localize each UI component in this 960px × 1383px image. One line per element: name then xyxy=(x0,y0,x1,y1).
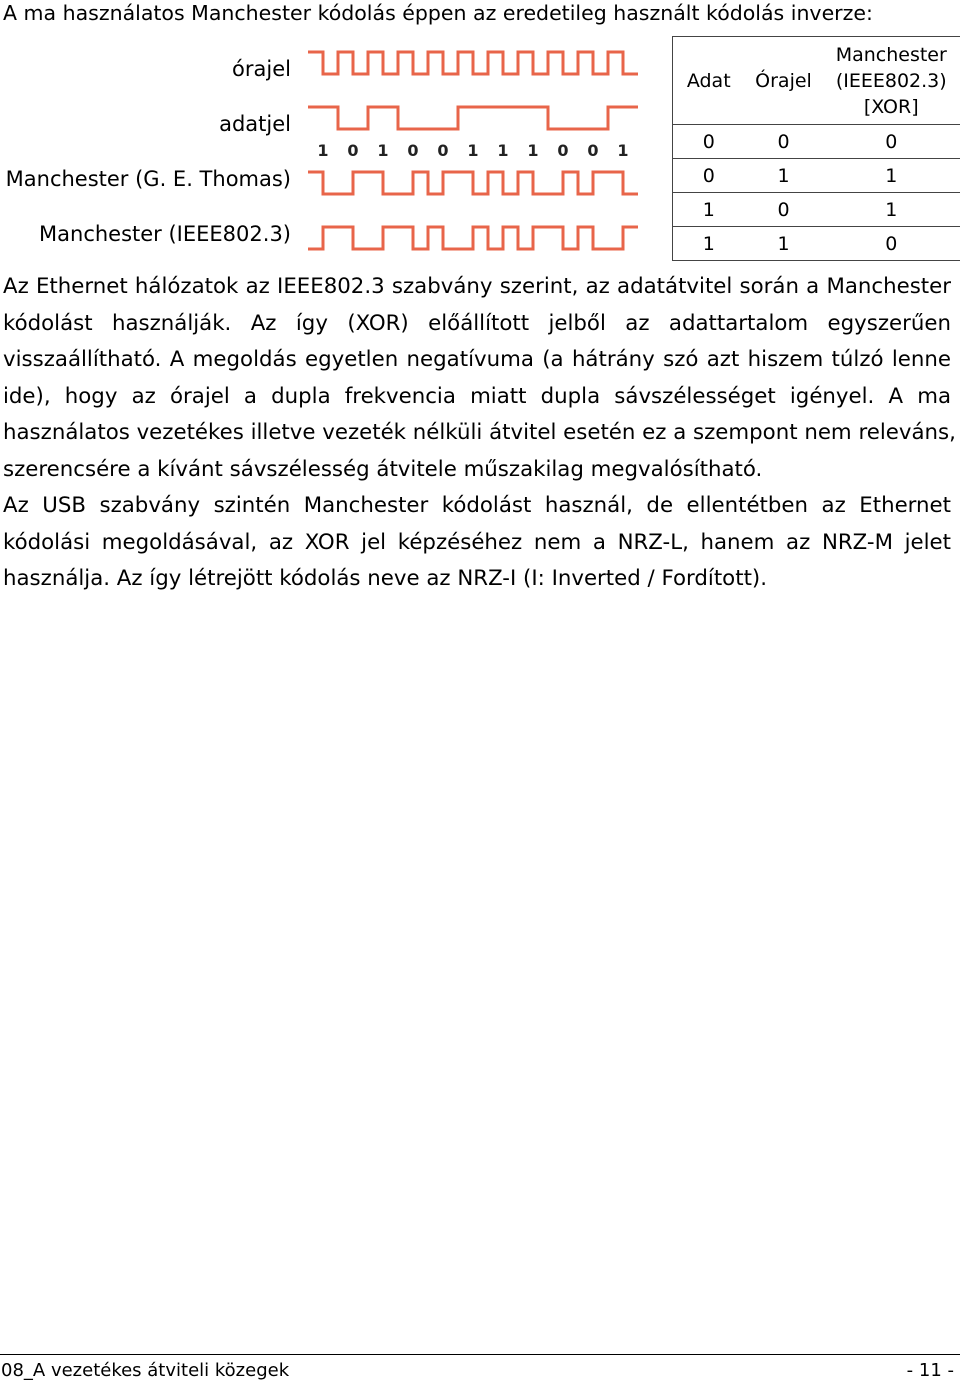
bit-label: 1 xyxy=(497,141,509,160)
footer-chapter: 08_A vezetékes átviteli közegek xyxy=(1,1360,290,1381)
cell: 1 xyxy=(823,159,960,193)
bit-label: 0 xyxy=(557,141,569,160)
text-line: visszaállítható. A megoldás egyetlen negatívuma (a hátrány szó azt hiszem túlzó lenne xyxy=(3,347,951,373)
bit-label: 1 xyxy=(617,141,629,160)
cell: 1 xyxy=(823,193,960,227)
bit-label: 0 xyxy=(347,141,359,160)
cell: 0 xyxy=(673,159,745,193)
text-line: kódolást használják. Az így (XOR) előállított jelből az adattartalom egyszerűen xyxy=(3,310,951,336)
label-manchester-thomas: Manchester (G. E. Thomas) xyxy=(5,167,291,191)
text-line: használatos vezetékes illetve vezeték nélküli átvitel esetén ez a szempont nem releváns, xyxy=(3,420,956,446)
bit-label: 1 xyxy=(527,141,539,160)
text-line: Az USB szabvány szintén Manchester kódolást használ, de ellentétben az Ethernet xyxy=(3,493,951,518)
paragraph-ethernet xyxy=(3,269,956,489)
cell: 0 xyxy=(745,193,823,227)
table-row xyxy=(673,227,960,261)
cell: 1 xyxy=(673,193,745,227)
clock-signal xyxy=(308,52,638,74)
paragraph-usb xyxy=(3,488,951,598)
cell: 0 xyxy=(673,125,745,159)
bit-label: 0 xyxy=(437,141,449,160)
bit-label: 1 xyxy=(377,141,389,160)
cell: 1 xyxy=(745,159,823,193)
bit-label: 1 xyxy=(467,141,479,160)
header-clock: Órajel xyxy=(745,37,823,125)
table-row xyxy=(673,193,960,227)
xor-truth-table xyxy=(672,36,960,261)
cell: 0 xyxy=(745,125,823,159)
label-manchester-ieee: Manchester (IEEE802.3) xyxy=(39,222,291,246)
footer-page-number: - 11 - xyxy=(906,1360,954,1381)
bit-label: 0 xyxy=(407,141,419,160)
bit-label: 0 xyxy=(587,141,599,160)
manchester-thomas-signal xyxy=(308,172,638,194)
cell: 0 xyxy=(823,125,960,159)
text-line: Az Ethernet hálózatok az IEEE802.3 szabvány szerint, az adatátvitel során a Manchester xyxy=(3,274,951,299)
label-data: adatjel xyxy=(219,112,291,136)
table-header-row xyxy=(673,37,960,125)
footer-divider xyxy=(0,1354,960,1355)
label-clock: órajel xyxy=(232,57,291,81)
text-line: szerencsére a kívánt sávszélesség átvitele műszakilag megvalósítható. xyxy=(3,456,763,482)
manchester-ieee-signal xyxy=(308,227,638,249)
cell: 1 xyxy=(673,227,745,261)
text-line: ide), hogy az órajel a dupla frekvencia miatt dupla sávszélességet igényel. A ma xyxy=(3,383,951,409)
signal-waveforms xyxy=(300,44,662,262)
text-line: kódolási megoldásával, az XOR jel képzéséhez nem a NRZ-L, hanem az NRZ-M jelet xyxy=(3,529,951,555)
cell: 0 xyxy=(823,227,960,261)
intro-text: A ma használatos Manchester kódolás éppen az eredetileg használt kódolás inverze: xyxy=(3,1,873,25)
cell: 1 xyxy=(745,227,823,261)
table-row xyxy=(673,125,960,159)
header-manchester: Manchester (IEEE802.3) [XOR] xyxy=(823,37,960,125)
header-data: Adat xyxy=(673,37,745,125)
table-row xyxy=(673,159,960,193)
data-signal xyxy=(308,107,638,129)
bit-label: 1 xyxy=(317,141,329,160)
text-line: használja. Az így létrejött kódolás neve az NRZ-I (I: Inverted / Fordított). xyxy=(3,566,767,592)
